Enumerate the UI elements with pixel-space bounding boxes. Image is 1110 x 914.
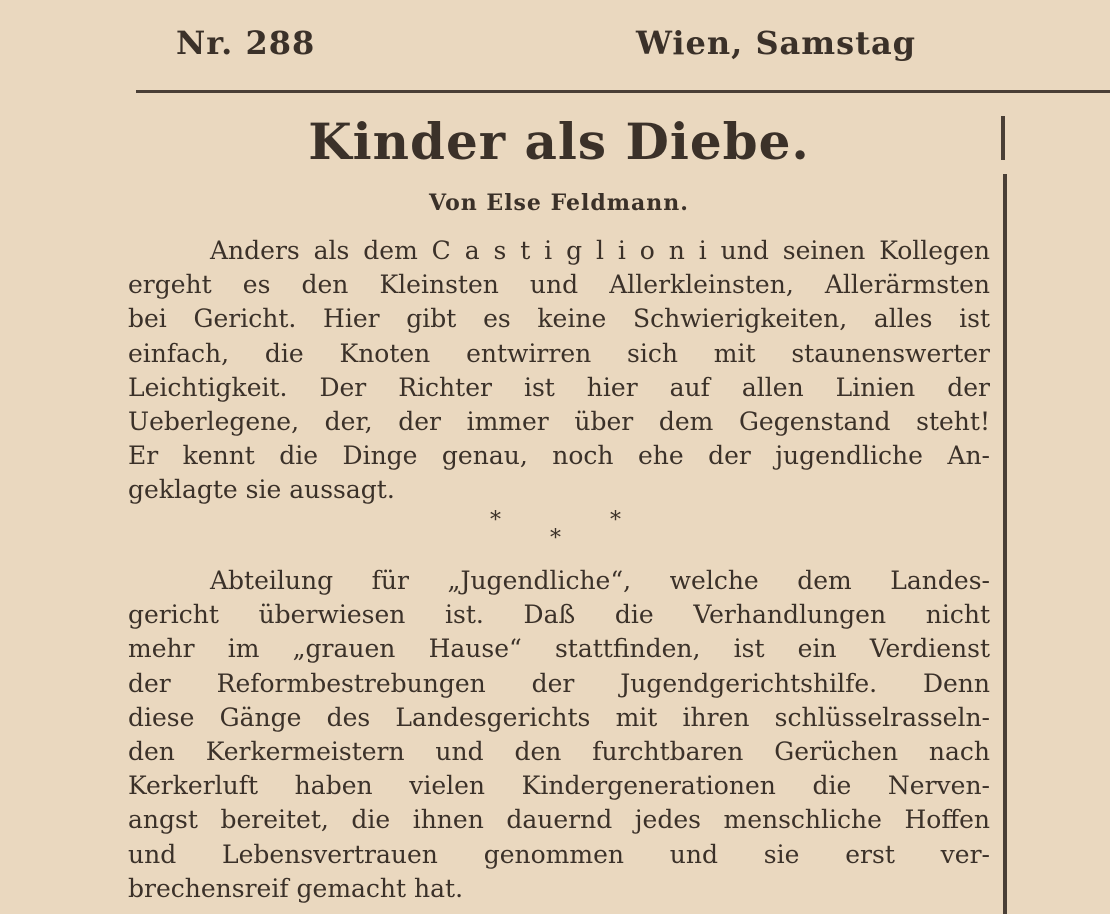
text-line: mehr im „grauen Hause“ stattfinden, ist ein Verdienst (128, 634, 990, 664)
separator-star: * (550, 526, 561, 551)
text-line: geklagte sie aussagt. (128, 475, 395, 505)
separator-star: * (490, 508, 501, 533)
text-line: bei Gericht. Hier gibt es keine Schwierigkeiten, alles ist (128, 304, 990, 334)
place-and-day: Wien, Samstag (636, 24, 917, 62)
text-line: den Kerkermeistern und den furchtbaren Gerüchen nach (128, 737, 990, 766)
text-line: Ueberlegene, der, der immer über dem Gegenstand steht! (128, 407, 990, 436)
article-byline: Von Else Feldmann. (429, 190, 689, 216)
column-rule-top (1001, 116, 1005, 160)
text-line: ergeht es den Kleinsten und Allerkleinsten, Allerärmsten (128, 270, 990, 300)
text-line: Kerkerluft haben vielen Kindergenerationen die Nerven- (128, 771, 990, 801)
text-line: angst bereitet, die ihnen dauernd jedes menschliche Hoffen (128, 805, 990, 835)
separator-star: * (610, 508, 621, 533)
header-rule (136, 90, 1110, 93)
text-line: und Lebensvertrauen genommen und sie erst ver- (128, 839, 990, 869)
text-line: brechensreif gemacht hat. (128, 873, 464, 903)
issue-number: Nr. 288 (176, 24, 316, 62)
text-line: Abteilung für „Jugendliche“, welche dem Landes- (210, 566, 990, 595)
text-line: einfach, die Knoten entwirren sich mit staunenswerter (128, 338, 990, 368)
text-line: Leichtigkeit. Der Richter ist hier auf allen Linien der (128, 372, 990, 402)
text-line: diese Gänge des Landesgerichts mit ihren schlüsselrasseln- (128, 702, 990, 732)
column-rule (1003, 174, 1007, 914)
text-line: Anders als dem C a s t i g l i o n i und seinen Kollegen (210, 236, 990, 265)
text-line: Er kennt die Dinge genau, noch ehe der jugendliche An- (128, 441, 990, 471)
article-title: Kinder als Diebe. (308, 112, 810, 171)
text-line: gericht überwiesen ist. Daß die Verhandlungen nicht (128, 600, 990, 630)
text-line: der Reformbestrebungen der Jugendgerichtshilfe. Denn (128, 668, 990, 698)
